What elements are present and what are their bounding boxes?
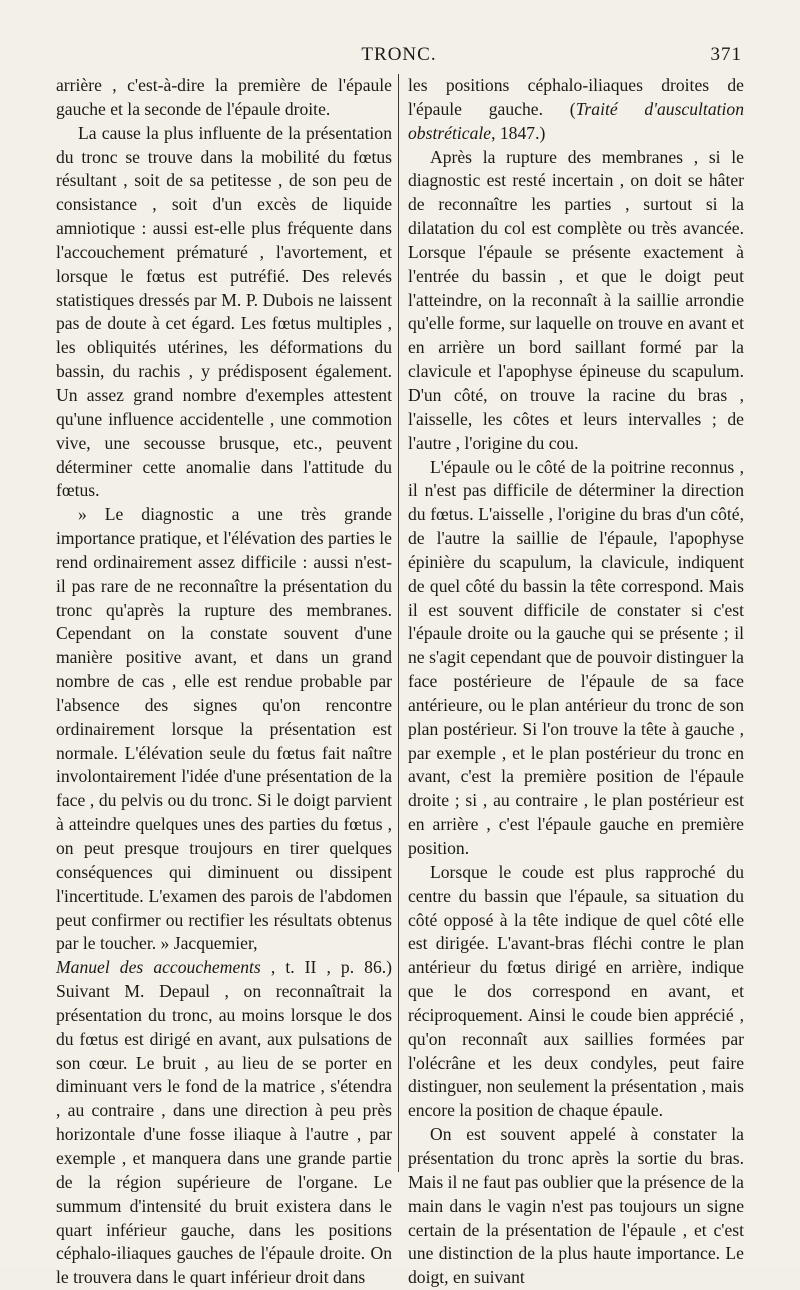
paragraph: Après la rupture des membranes , si le diagnostic est resté incertain , on doit se hâter de reconnaître les parties , surtout si la dilatation du col est complète ou très avancée. Lorsque l'épaule se présente exactement à l'entrée du bassin , et que le doigt peut l'atteindre, on la reconnaît à la saillie arrondie qu'elle forme, sur laquelle on trouve en avant et en arrière un bord saillant formé par la clavicule et l'apophyse épineuse du scapulum. D'un côté, on trouve la racine du bras , l'aisselle, les côtes et leurs intervalles ; de l'autre , l'origine du cou. — [408, 146, 744, 453]
paragraph: On est souvent appelé à constater la présentation du tronc après la sortie du bras. Mais il ne faut pas oublier que la présence de la main dans le vagin n'est pas toujours un signe certain de la présentation de l'épaule , et c'est une distinction de la plus haute importance. Le doigt, en suivant — [408, 1124, 744, 1288]
paragraph — [56, 503, 392, 1290]
left-column — [56, 74, 392, 1290]
text-run: les positions céphalo-iliaques droites de l'épaule gauche. ( — [408, 75, 744, 119]
paragraph: La cause la plus influente de la présentation du tronc se trouve dans la mobilité du fœtus résultant , soit de sa petitesse , de son peu de consistance , soit d'un excès de liquide amniotique : aussi est-elle plus fréquente dans l'accouchement prématuré , l'avortement, et lorsque le fœtus est putréfié. Des relevés statistiques dressés par M. P. Dubois ne laissent pas de doute à cet égard. Les fœtus multiples , les obliquités utérines, les déformations du bassin, du rachis , y prédisposent également. Un assez grand nombre d'exemples attestent qu'une influence accidentelle , une commotion vive, une secousse brusque, etc., peuvent déterminer cette anomalie dans l'attitude du fœtus. — [56, 122, 392, 501]
page-number: 371 — [710, 44, 742, 65]
running-title: TRONC. — [361, 44, 437, 65]
paragraph: L'épaule ou le côté de la poitrine reconnus , il n'est pas difficile de déterminer la direction du fœtus. L'aisselle , l'origine du bras d'un côté, de l'autre la saillie de l'épaule, l'apophyse épinière du scapulum, la clavicule, indiquent de quel côté du bassin la tête correspond. Mais il est souvent difficile de constater si c'est l'épaule droite ou la gauche qui se présente ; il ne s'agit cependant que de pouvoir distinguer la face postérieure de l'épaule de sa face antérieure, ou le plan antérieur du tronc de son plan postérieur. Si l'on trouve la tête à gauche , par exemple , et le plan postérieur du tronc en avant, c'est la première position de l'épaule droite ; si , au contraire , le plan postérieur est en arrière , c'est l'épaule gauche en première position. — [408, 456, 744, 858]
right-column — [408, 74, 744, 1290]
column-divider — [398, 74, 399, 1172]
citation-title: Manuel des accouchements — [56, 957, 261, 978]
text-run: , 1847.) — [491, 122, 546, 143]
citation-title: Traité d'auscultation obstréticale — [408, 98, 744, 143]
text-run: , t. II , p. 86.) Suivant M. Depaul , on reconnaîtrait la présentation du tronc, au moins lorsque le dos du fœtus est dirigé en avant, aux pulsations de son cœur. Le bruit , au lieu de se porter en diminuant vers le fond de la matrice , s'étendra , au contraire , dans une direction à peu près horizontale d'une fosse iliaque à l'autre , par exemple , et manquera dans une grande partie de la région supérieure de l'organe. Le summum d'intensité du bruit existera dans le quart inférieur gauche, dans les positions céphalo-iliaques gauches de l'épaule droite. On le trouvera dans le quart inférieur droit dans — [56, 957, 392, 1288]
paragraph: Lorsque le coude est plus rapproché du centre du bassin que l'épaule, sa situation du côté opposé à la tête indique de quel côté elle est dirigée. L'avant-bras fléchi contre le plan antérieur du fœtus dirigé en arrière, indique que le dos correspond en avant, et réciproquement. Ainsi le coude bien apprécié , qu'on reconnaît aux saillies formées par l'olécrâne et les deux condyles, peut faire distinguer, non seulement la présentation , mais encore la position de chaque épaule. — [408, 861, 744, 1121]
page-header — [56, 44, 742, 68]
paragraph: arrière , c'est-à-dire la première de l'épaule gauche et la seconde de l'épaule droite. — [56, 75, 392, 119]
text-run: » Le diagnostic a une très grande importance pratique, et l'élévation des parties le rend ordinairement assez difficile : aussi n'est-il pas rare de ne reconnaître la présentation du tronc qu'après la rupture des membranes. Cependant on la constate souvent d'une manière positive avant, et dans un grand nombre de cas , elle est rendue probable par l'absence des signes qu'on rencontre ordinairement lorsque la présentation est normale. L'élévation seule du fœtus fait naître involontairement l'idée d'une présentation de la face , du pelvis ou du tronc. Si le doigt parvient à atteindre quelques unes des parties du fœtus , on peut presque troujours en tirer quelques conséquences qui diminuent ou dissipent l'incertitude. L'examen des parois de l'abdomen peut confirmer ou rectifier les résultats obtenus par le toucher. » Jacquemier, — [56, 504, 392, 954]
paragraph — [408, 74, 744, 146]
